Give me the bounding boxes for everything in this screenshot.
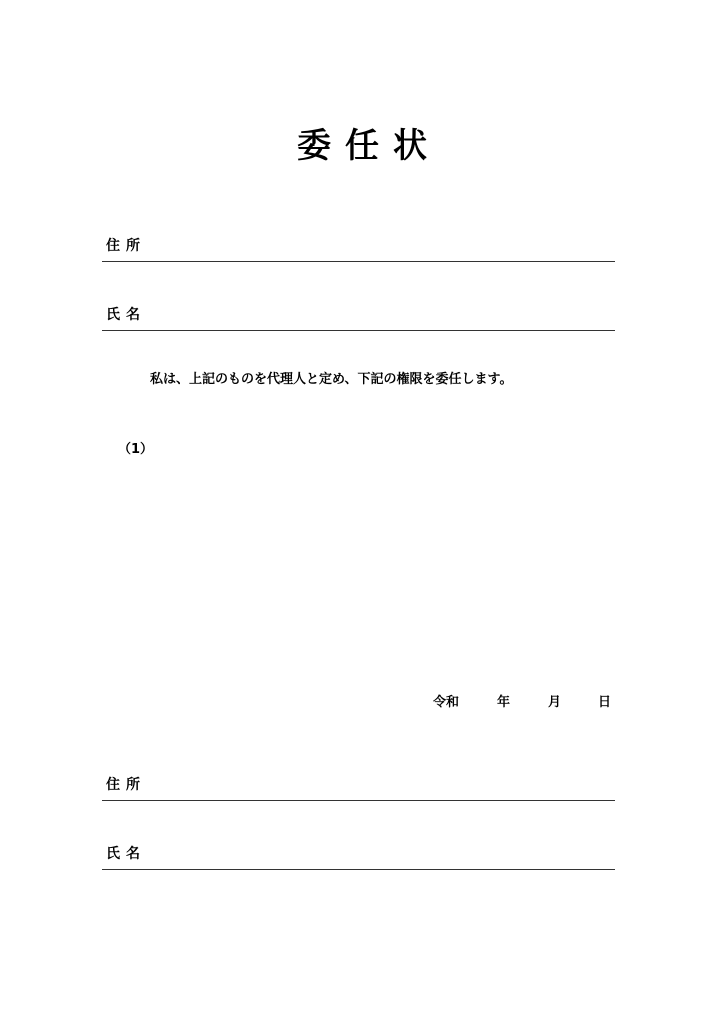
- principal-name-field: [102, 839, 615, 870]
- document-title: 委任状: [297, 126, 441, 166]
- agent-address-field: [102, 231, 615, 262]
- delegation-statement: 私は、上記のものを代理人と定め、下記の権限を委任します。: [150, 372, 513, 387]
- agent-name-field: [102, 300, 615, 331]
- principal-address-field: [102, 770, 615, 801]
- date-year: 年: [497, 695, 511, 710]
- date-month: 月: [548, 695, 562, 710]
- principal-address-label: 住所: [106, 777, 146, 793]
- item-number: （1）: [118, 442, 154, 457]
- date-era: 令和: [433, 695, 460, 710]
- principal-name-label: 氏名: [106, 846, 146, 862]
- date-day: 日: [598, 695, 612, 710]
- agent-address-label: 住所: [106, 238, 146, 254]
- agent-name-label: 氏名: [106, 307, 146, 323]
